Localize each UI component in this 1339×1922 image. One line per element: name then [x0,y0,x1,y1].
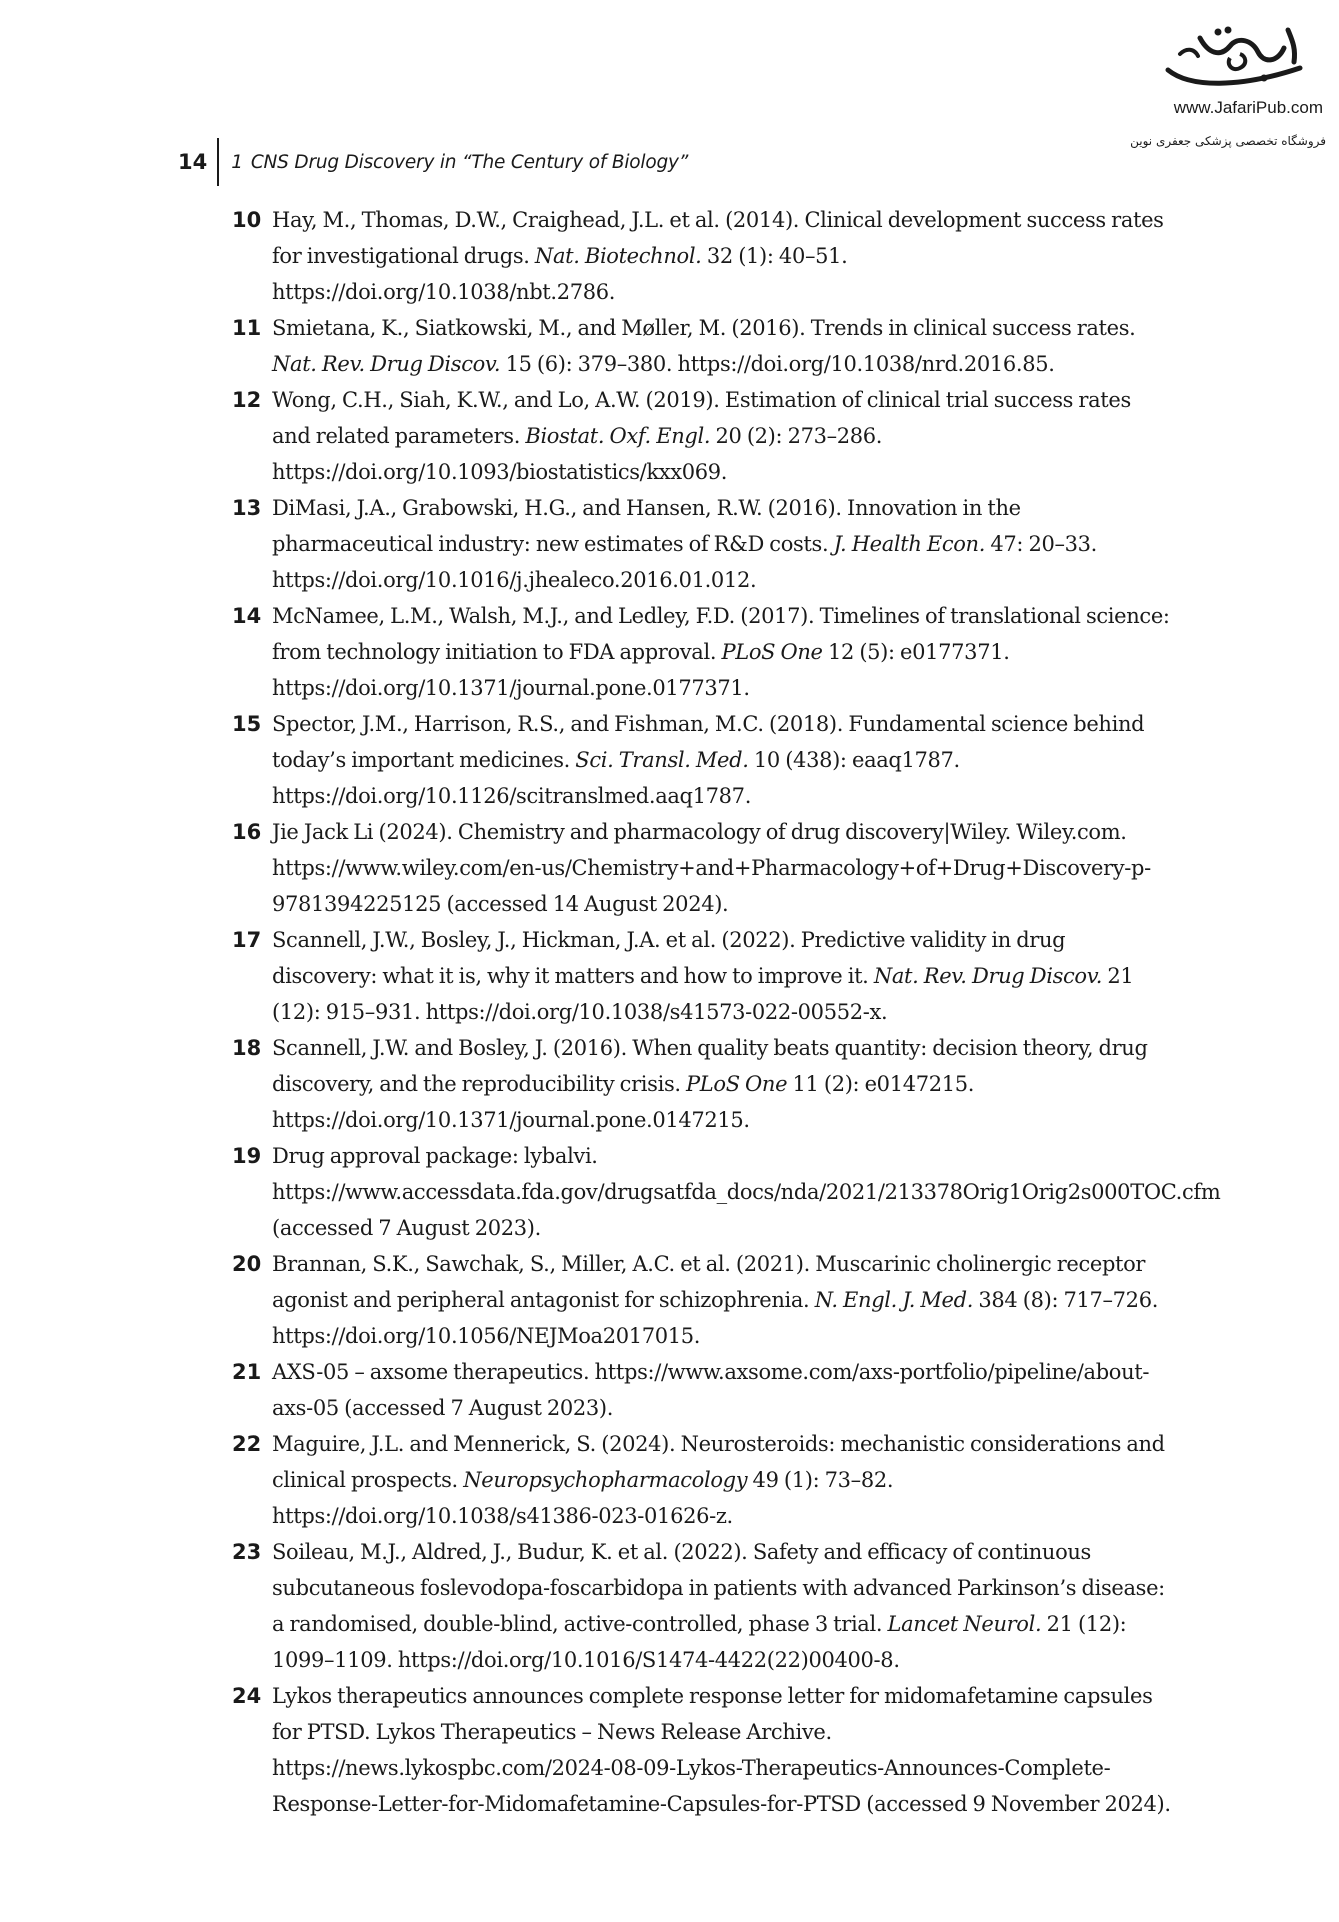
reference-citation: Soileau, M.J., Aldred, J., Budur, K. et al. (2022). Safety and efficacy of continuous subcutaneous foslevodopa-foscarbidopa in patients with advanced Parkinson’s disease: a randomised, double-blind, active-controlled, phase 3 trial. [272,1540,1165,1636]
reference-text [272,922,1172,1030]
reference-journal: Nat. Biotechnol. [534,244,702,268]
reference-details: 47: 20–33. https://doi.org/10.1016/j.jhealeco.2016.01.012. [272,532,1097,592]
reference-text [272,1678,1172,1822]
reference-text [272,1354,1172,1426]
reference-number: 18 [232,1036,262,1060]
reference-number: 17 [232,928,262,952]
reference-text [272,310,1172,382]
reference-number: 16 [232,820,262,844]
reference-number: 19 [232,1144,262,1168]
reference-details: 49 (1): 73–82. https://doi.org/10.1038/s41386-023-01626-z. [272,1468,894,1528]
reference-citation: Jie Jack Li (2024). Chemistry and pharmacology of drug discovery|Wiley. Wiley.com. https://www.wiley.com/en-us/Chemistry+and+Pharmacology+of+Drug+Discovery-p-9781394225125 (accessed 14 August 2024). [272,820,1151,916]
page-number: 14 [178,150,208,174]
reference-list [232,202,1221,1822]
reference-item [232,202,1172,310]
reference-citation: Scannell, J.W. and Bosley, J. (2016). When quality beats quantity: decision theory, drug discovery, and the reproducibility crisis. [272,1036,1148,1096]
reference-text [272,706,1172,814]
publisher-logo [1120,18,1326,163]
reference-details: 21 (12): 915–931. https://doi.org/10.1038/s41573-022-00552-x. [272,964,1134,1024]
reference-number: 22 [232,1432,262,1456]
reference-citation: McNamee, L.M., Walsh, M.J., and Ledley, F.D. (2017). Timelines of translational science: from technology initiation to FDA approval. [272,604,1170,664]
reference-details: 20 (2): 273–286. https://doi.org/10.1093/biostatistics/kxx069. [272,424,883,484]
reference-text [272,1534,1172,1678]
reference-citation: AXS-05 – axsome therapeutics. https://www.axsome.com/axs-portfolio/pipeline/about-axs-05 (accessed 7 August 2023). [272,1360,1150,1420]
reference-item [232,1678,1172,1822]
chapter-number: 1 [231,151,243,173]
reference-citation: DiMasi, J.A., Grabowski, H.G., and Hansen, R.W. (2016). Innovation in the pharmaceutical industry: new estimates of R&D costs. [272,496,1021,556]
reference-journal: Biostat. Oxf. Engl. [525,424,711,448]
reference-citation: Spector, J.M., Harrison, R.S., and Fishman, M.C. (2018). Fundamental science behind today’s important medicines. [272,712,1145,772]
reference-text [272,382,1172,490]
running-header [178,138,688,186]
reference-details: 21 (12): 1099–1109. https://doi.org/10.1016/S1474-4422(22)00400-8. [272,1612,1127,1672]
reference-journal: Nat. Rev. Drug Discov. [873,964,1103,988]
reference-text [272,490,1172,598]
reference-text [272,1138,1221,1246]
reference-item [232,1138,1221,1246]
reference-citation: Smietana, K., Siatkowski, M., and Møller, M. (2016). Trends in clinical success rates. [272,316,1136,340]
reference-details: 32 (1): 40–51. https://doi.org/10.1038/nbt.2786. [272,244,848,304]
header-divider [217,138,219,186]
calligraphy-logo-icon [1160,18,1310,98]
reference-citation: Wong, C.H., Siah, K.W., and Lo, A.W. (2019). Estimation of clinical trial success rates and related parameters. [272,388,1131,448]
reference-text [272,1426,1172,1534]
reference-journal: Neuropsychopharmacology [463,1468,748,1492]
reference-item [232,310,1172,382]
reference-citation: Drug approval package: lybalvi. https://www.accessdata.fda.gov/drugsatfda_docs/nda/2021/213378Orig1Orig2s000TOC.cfm (accessed 7 August 2023). [272,1144,1221,1240]
reference-journal: N. Engl. J. Med. [814,1288,974,1312]
reference-journal: Sci. Transl. Med. [575,748,749,772]
reference-number: 13 [232,496,262,520]
reference-citation: Brannan, S.K., Sawchak, S., Miller, A.C. et al. (2021). Muscarinic cholinergic receptor agonist and peripheral antagonist for schizophrenia. [272,1252,1146,1312]
reference-number: 21 [232,1360,262,1384]
reference-item [232,382,1172,490]
reference-citation: Scannell, J.W., Bosley, J., Hickman, J.A. et al. (2022). Predictive validity in drug discovery: what it is, why it matters and how to improve it. [272,928,1066,988]
reference-number: 11 [232,316,262,340]
reference-item [232,490,1172,598]
running-head [231,152,688,173]
reference-number: 10 [232,208,262,232]
reference-item [232,706,1172,814]
reference-item [232,922,1172,1030]
reference-details: 10 (438): eaaq1787. https://doi.org/10.1126/scitranslmed.aaq1787. [272,748,960,808]
reference-item [232,1426,1172,1534]
reference-journal: Lancet Neurol. [887,1612,1042,1636]
reference-item [232,1354,1172,1426]
reference-journal: Nat. Rev. Drug Discov. [272,352,501,376]
publisher-tagline: فروشگاه تخصصی پزشکی جعفری نوین [1130,134,1326,148]
reference-item [232,1246,1172,1354]
reference-citation: Lykos therapeutics announces complete response letter for midomafetamine capsules for PTSD. Lykos Therapeutics – News Release Archive. https://news.lykospbc.com/2024-08-09-Lykos-Therapeutics-Announces-Complete-Response-Letter-for-Midomafetamine-Capsules-for-PTSD (accessed 9 November 2024). [272,1684,1171,1816]
reference-journal: PLoS One [721,640,823,664]
reference-number: 20 [232,1252,262,1276]
reference-details: 384 (8): 717–726. https://doi.org/10.1056/NEJMoa2017015. [272,1288,1159,1348]
reference-item [232,814,1172,922]
reference-item [232,1534,1172,1678]
reference-text [272,598,1172,706]
reference-journal: J. Health Econ. [833,532,986,556]
reference-journal: PLoS One [686,1072,788,1096]
reference-number: 14 [232,604,262,628]
reference-number: 15 [232,712,262,736]
reference-number: 23 [232,1540,262,1564]
reference-details: 15 (6): 379–380. https://doi.org/10.1038/nrd.2016.85. [500,352,1055,376]
reference-text [272,1030,1172,1138]
reference-text [272,1246,1172,1354]
reference-item [232,598,1172,706]
reference-details: 12 (5): e0177371. https://doi.org/10.1371/journal.pone.0177371. [272,640,1010,700]
reference-citation: Maguire, J.L. and Mennerick, S. (2024). Neurosteroids: mechanistic considerations and clinical prospects. [272,1432,1165,1492]
reference-text [272,814,1172,922]
reference-number: 24 [232,1684,262,1708]
reference-number: 12 [232,388,262,412]
reference-item [232,1030,1172,1138]
chapter-title: CNS Drug Discovery in “The Century of Biology” [250,151,689,173]
publisher-url: www.JafariPub.com [1173,98,1323,117]
reference-details: 11 (2): e0147215. https://doi.org/10.1371/journal.pone.0147215. [272,1072,975,1132]
reference-citation: Hay, M., Thomas, D.W., Craighead, J.L. et al. (2014). Clinical development success rates for investigational drugs. [272,208,1164,268]
reference-text [272,202,1172,310]
